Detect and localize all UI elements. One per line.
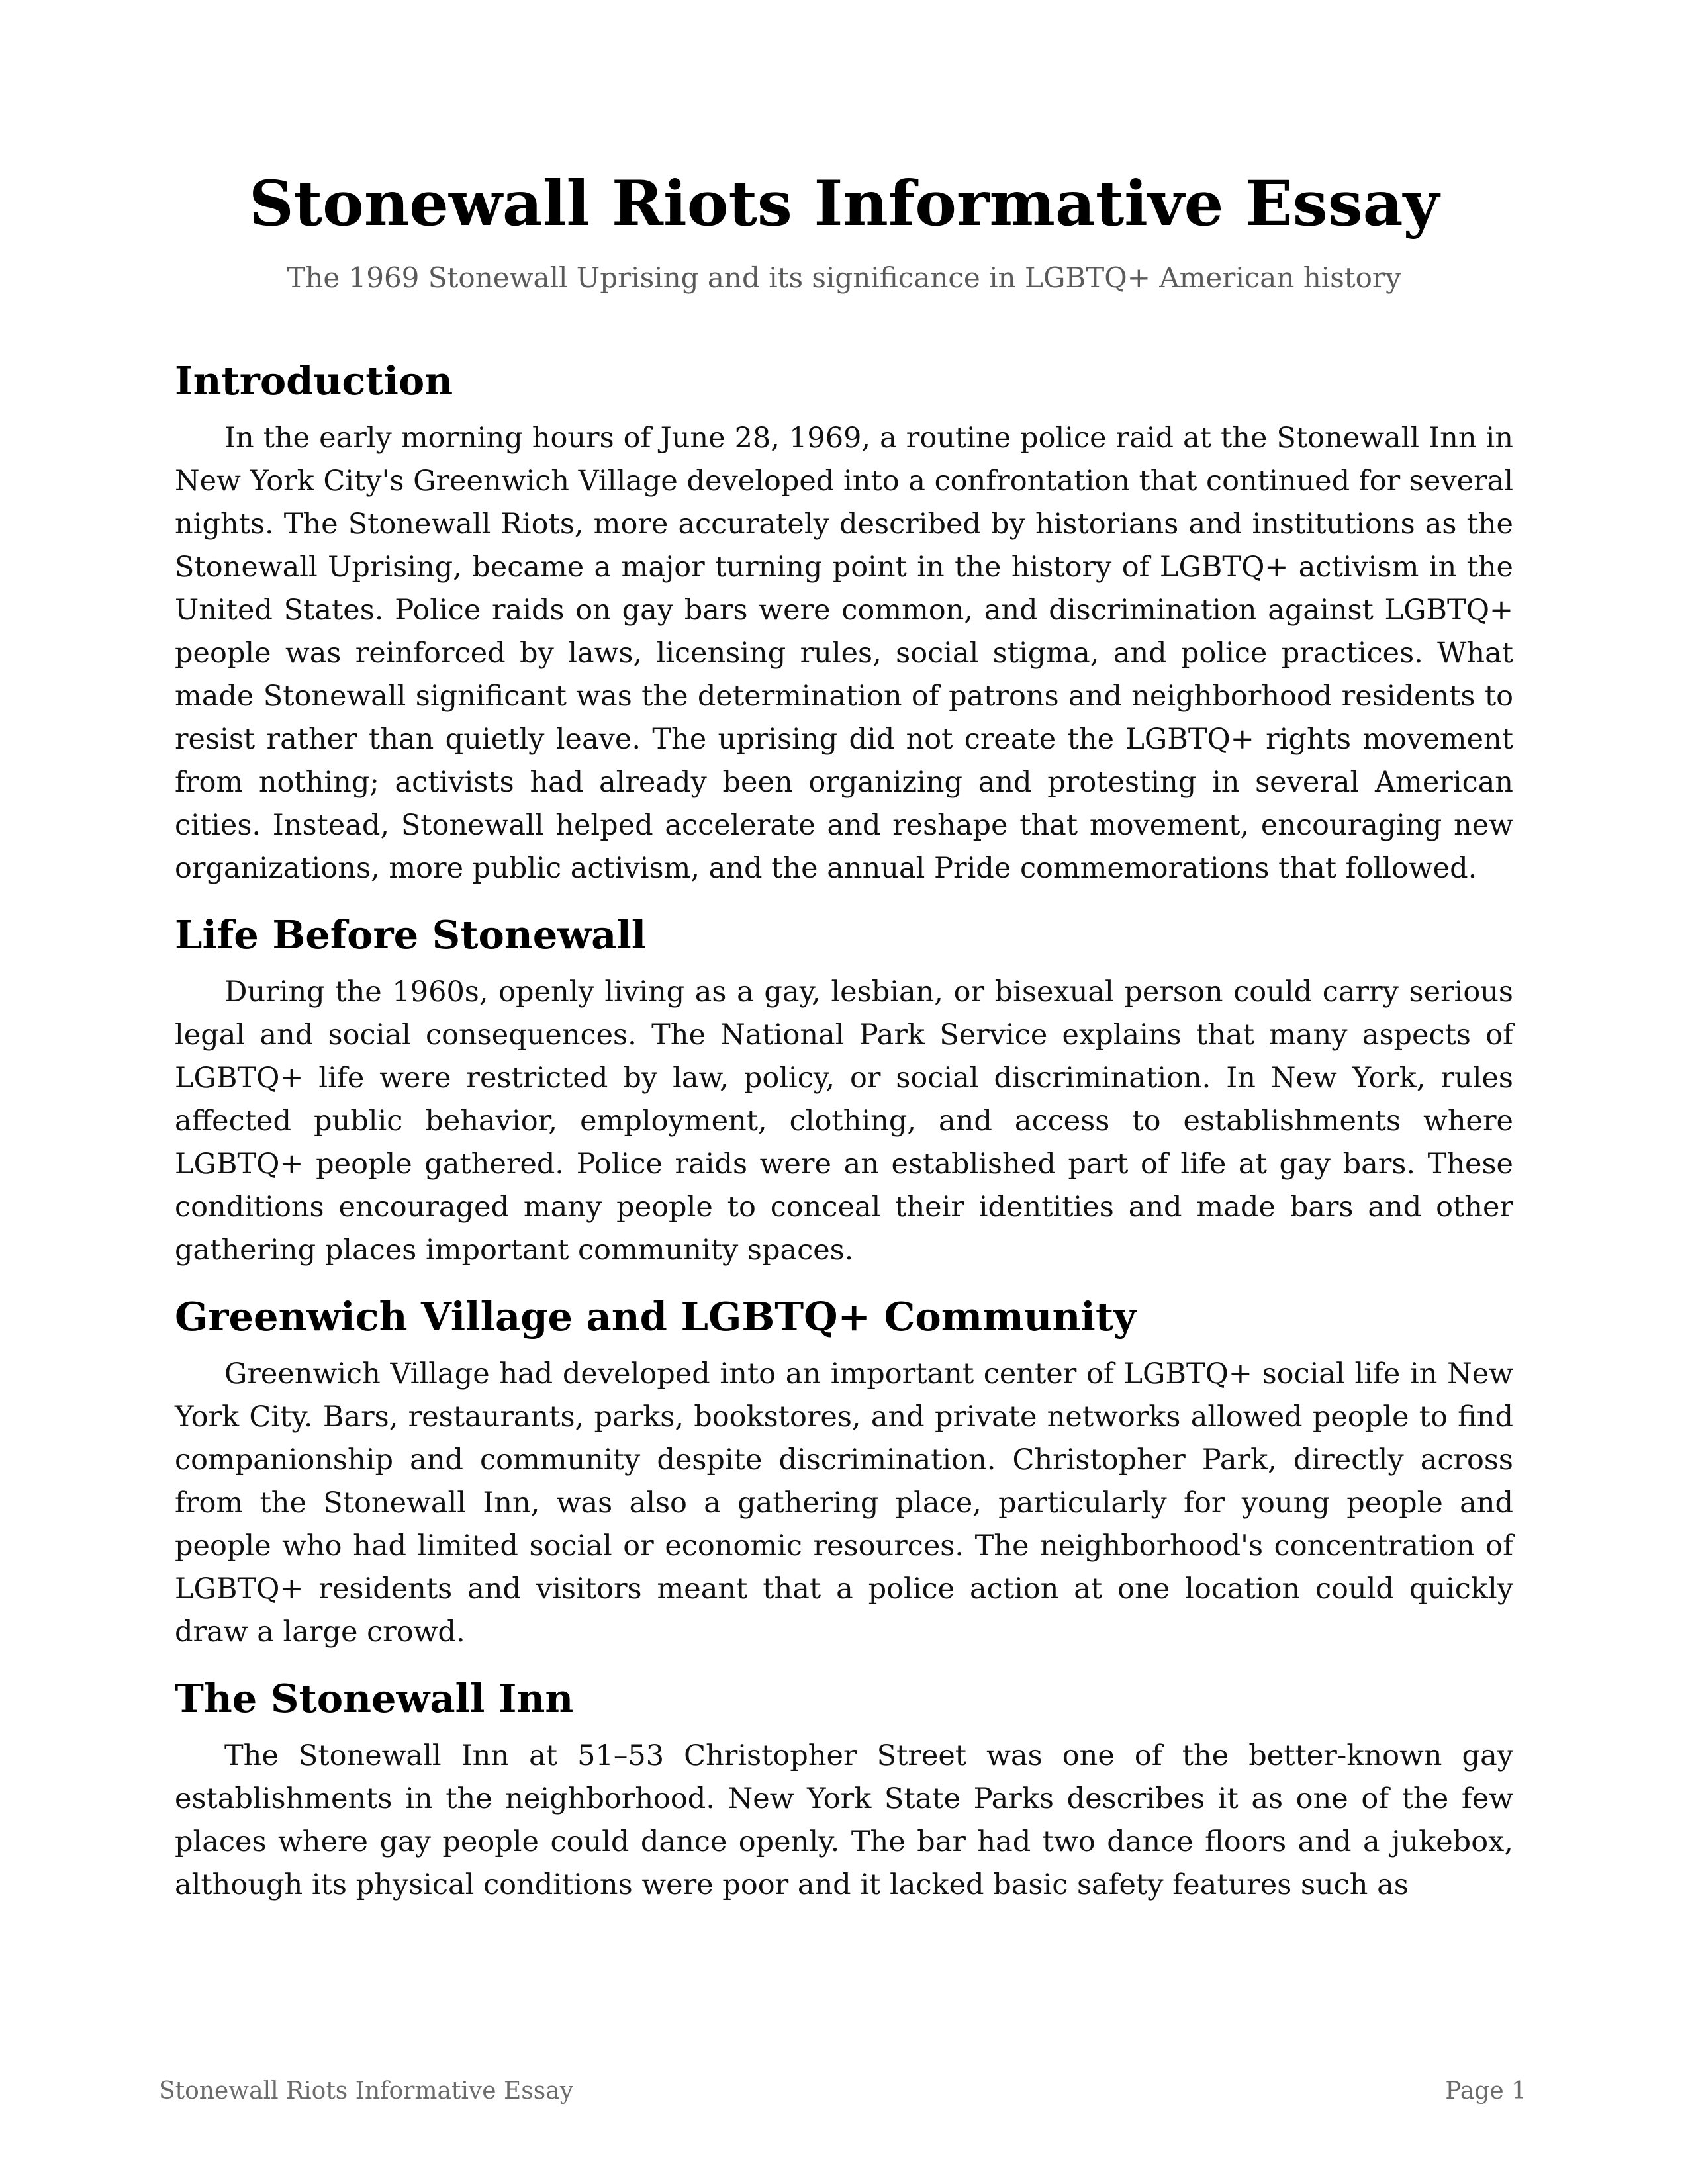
section-paragraph: The Stonewall Inn at 51–53 Christopher Street was one of the better-known gay establishments in the neighborhood. New York State Parks describes it as one of the few places where gay people could dance openly. The bar had two dance floors and a jukebox, although its physical conditions were poor and it lacked basic safety features such as: [175, 1739, 1513, 1901]
section-heading: Life Before Stonewall: [175, 912, 647, 958]
section-stonewall-inn: [175, 1666, 1513, 1907]
section-heading: Introduction: [175, 358, 453, 404]
essay-body: [175, 348, 1513, 1907]
section-paragraph: In the early morning hours of June 28, 1969, a routine police raid at the Stonewall Inn in New York City's Greenwich Village developed into a confrontation that continued for several nights. The Stonewall Riots, more accurately described by historians and institutions as the Stonewall Uprising, became a major turning point in the history of LGBTQ+ activism in the United States. Police raids on gay bars were common, and discrimination against LGBTQ+ people was reinforced by laws, licensing rules, social stigma, and police practices. What made Stonewall significant was the determination of patrons and neighborhood residents to resist rather than quietly leave. The uprising did not create the LGBTQ+ rights movement from nothing; activists had already been organizing and protesting in several American cities. Instead, Stonewall helped accelerate and reshape that movement, encouraging new organizations, more public activism, and the annual Pride commemorations that followed.: [175, 422, 1514, 885]
footer-page-number: Page 1: [1445, 2077, 1526, 2105]
document-title: Stonewall Riots Informative Essay: [248, 167, 1440, 240]
document-subtitle: The 1969 Stonewall Uprising and its significance in LGBTQ+ American history: [287, 261, 1401, 294]
footer-document-title: Stonewall Riots Informative Essay: [159, 2077, 574, 2105]
section-introduction: [175, 348, 1513, 890]
section-heading: The Stonewall Inn: [175, 1676, 574, 1721]
section-paragraph: Greenwich Village had developed into an important center of LGBTQ+ social life in New York City. Bars, restaurants, parks, bookstores, and private networks allowed people to find companionship and community despite discrimination. Christopher Park, directly across from the Stonewall Inn, was also a gathering place, particularly for young people and people who had limited social or economic resources. The neighborhood's concentration of LGBTQ+ residents and visitors meant that a police action at one location could quickly draw a large crowd.: [175, 1357, 1513, 1649]
section-life-before-stonewall: [175, 902, 1513, 1272]
section-heading: Greenwich Village and LGBTQ+ Community: [175, 1294, 1137, 1340]
section-paragraph: During the 1960s, openly living as a gay, lesbian, or bisexual person could carry serious legal and social consequences. The National Park Service explains that many aspects of LGBTQ+ life were restricted by law, policy, or social discrimination. In New York, rules affected public behavior, employment, clothing, and access to establishments where LGBTQ+ people gathered. Police raids were an established part of life at gay bars. These conditions encouraged many people to conceal their identities and made bars and other gathering places important community spaces.: [175, 976, 1513, 1267]
section-greenwich-village: [175, 1284, 1513, 1654]
